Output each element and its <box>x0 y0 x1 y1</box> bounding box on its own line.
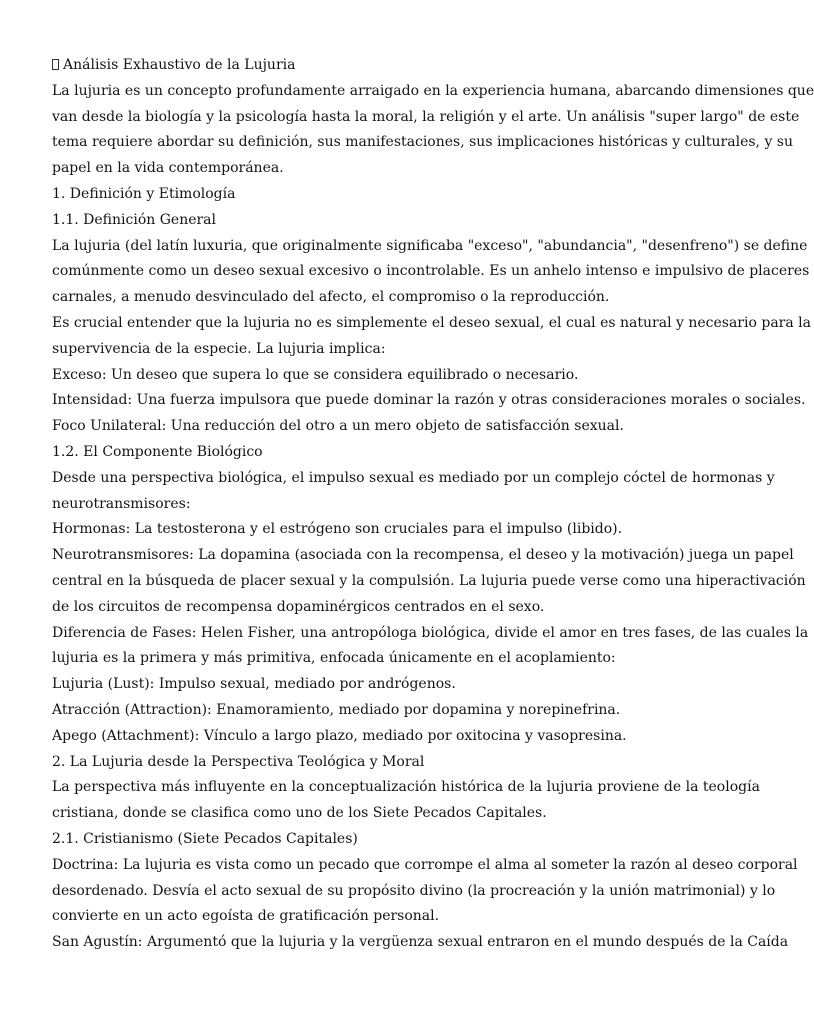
body-text-line: lujuria es la primera y más primitiva, enfocada únicamente en el acoplamiento: <box>52 650 616 667</box>
body-text-line: Intensidad: Una fuerza impulsora que puede dominar la razón y otras consideraciones morales o sociales. <box>52 392 806 409</box>
body-text-line: desordenado. Desvía el acto sexual de su propósito divino (la procreación y la unión matrimonial) y lo <box>52 882 776 899</box>
body-text-line: Hormonas: La testosterona y el estrógeno son cruciales para el impulso (libido). <box>52 521 623 538</box>
body-text-line: papel en la vida contemporánea. <box>52 160 284 177</box>
body-text-line: van desde la biología y la psicología hasta la moral, la religión y el arte. Un análisis "super largo" de este <box>52 108 800 125</box>
body-text-line: La perspectiva más influyente en la conceptualización histórica de la lujuria proviene de la teología <box>52 779 760 796</box>
body-text-line: comúnmente como un deseo sexual excesivo o incontrolable. Es un anhelo intenso e impulsivo de placeres <box>52 263 810 280</box>
body-text-line: Desde una perspectiva biológica, el impulso sexual es mediado por un complejo cóctel de hormonas y <box>52 469 775 486</box>
body-text-line: convierte en un acto egoísta de gratificación personal. <box>52 908 440 925</box>
document-title: Análisis Exhaustivo de la Lujuria <box>63 57 296 73</box>
body-text-line: supervivencia de la especie. La lujuria implica: <box>52 340 386 357</box>
body-text-line: de los circuitos de recompensa dopaminérgicos centrados en el sexo. <box>52 598 545 615</box>
body-text-line: neurotransmisores: <box>52 495 191 512</box>
body-text-line: Atracción (Attraction): Enamoramiento, mediado por dopamina y norepinefrina. <box>52 701 621 718</box>
body-text-line: Lujuria (Lust): Impulso sexual, mediado por andrógenos. <box>52 676 456 693</box>
missing-glyph-icon <box>52 59 59 70</box>
body-text-line: Neurotransmisores: La dopamina (asociada con la recompensa, el deseo y la motivación) juega un papel <box>52 547 794 564</box>
body-text-line: Doctrina: La lujuria es vista como un pecado que corrompe el alma al someter la razón al deseo corporal <box>52 856 798 873</box>
section-heading: 1. Definición y Etimología <box>52 185 236 202</box>
body-text-line: La lujuria (del latín luxuria, que originalmente significaba "exceso", "abundancia", "desenfreno") se define <box>52 237 808 254</box>
body-text-line: La lujuria es un concepto profundamente arraigado en la experiencia humana, abarcando dimensiones que <box>52 82 814 99</box>
body-text-line: Es crucial entender que la lujuria no es simplemente el deseo sexual, el cual es natural y necesario para la <box>52 314 811 331</box>
document-title-line <box>52 53 728 79</box>
body-text-line: Apego (Attachment): Vínculo a largo plazo, mediado por oxitocina y vasopresina. <box>52 727 627 744</box>
section-heading: 2. La Lujuria desde la Perspectiva Teológica y Moral <box>52 753 425 770</box>
body-text-line: Diferencia de Fases: Helen Fisher, una antropóloga biológica, divide el amor en tres fases, de las cuales la <box>52 624 809 641</box>
body-text-line: Exceso: Un deseo que supera lo que se considera equilibrado o necesario. <box>52 366 579 383</box>
body-text-line: carnales, a menudo desvinculado del afecto, el compromiso o la reproducción. <box>52 289 610 306</box>
section-heading: 1.1. Definición General <box>52 211 217 228</box>
body-text-line: central en la búsqueda de placer sexual y la compulsión. La lujuria puede verse como una hiperactivación <box>52 572 806 589</box>
body-text-line: San Agustín: Argumentó que la lujuria y la vergüenza sexual entraron en el mundo después de la Caída <box>52 934 789 951</box>
body-text-line: cristiana, donde se clasifica como uno de los Siete Pecados Capitales. <box>52 805 547 822</box>
document-body <box>52 79 814 956</box>
body-text-line: tema requiere abordar su definición, sus manifestaciones, sus implicaciones históricas y culturales, y su <box>52 134 794 151</box>
body-text-line: Foco Unilateral: Una reducción del otro a un mero objeto de satisfacción sexual. <box>52 418 624 435</box>
section-heading: 2.1. Cristianismo (Siete Pecados Capitales) <box>52 830 358 847</box>
section-heading: 1.2. El Componente Biológico <box>52 443 263 460</box>
